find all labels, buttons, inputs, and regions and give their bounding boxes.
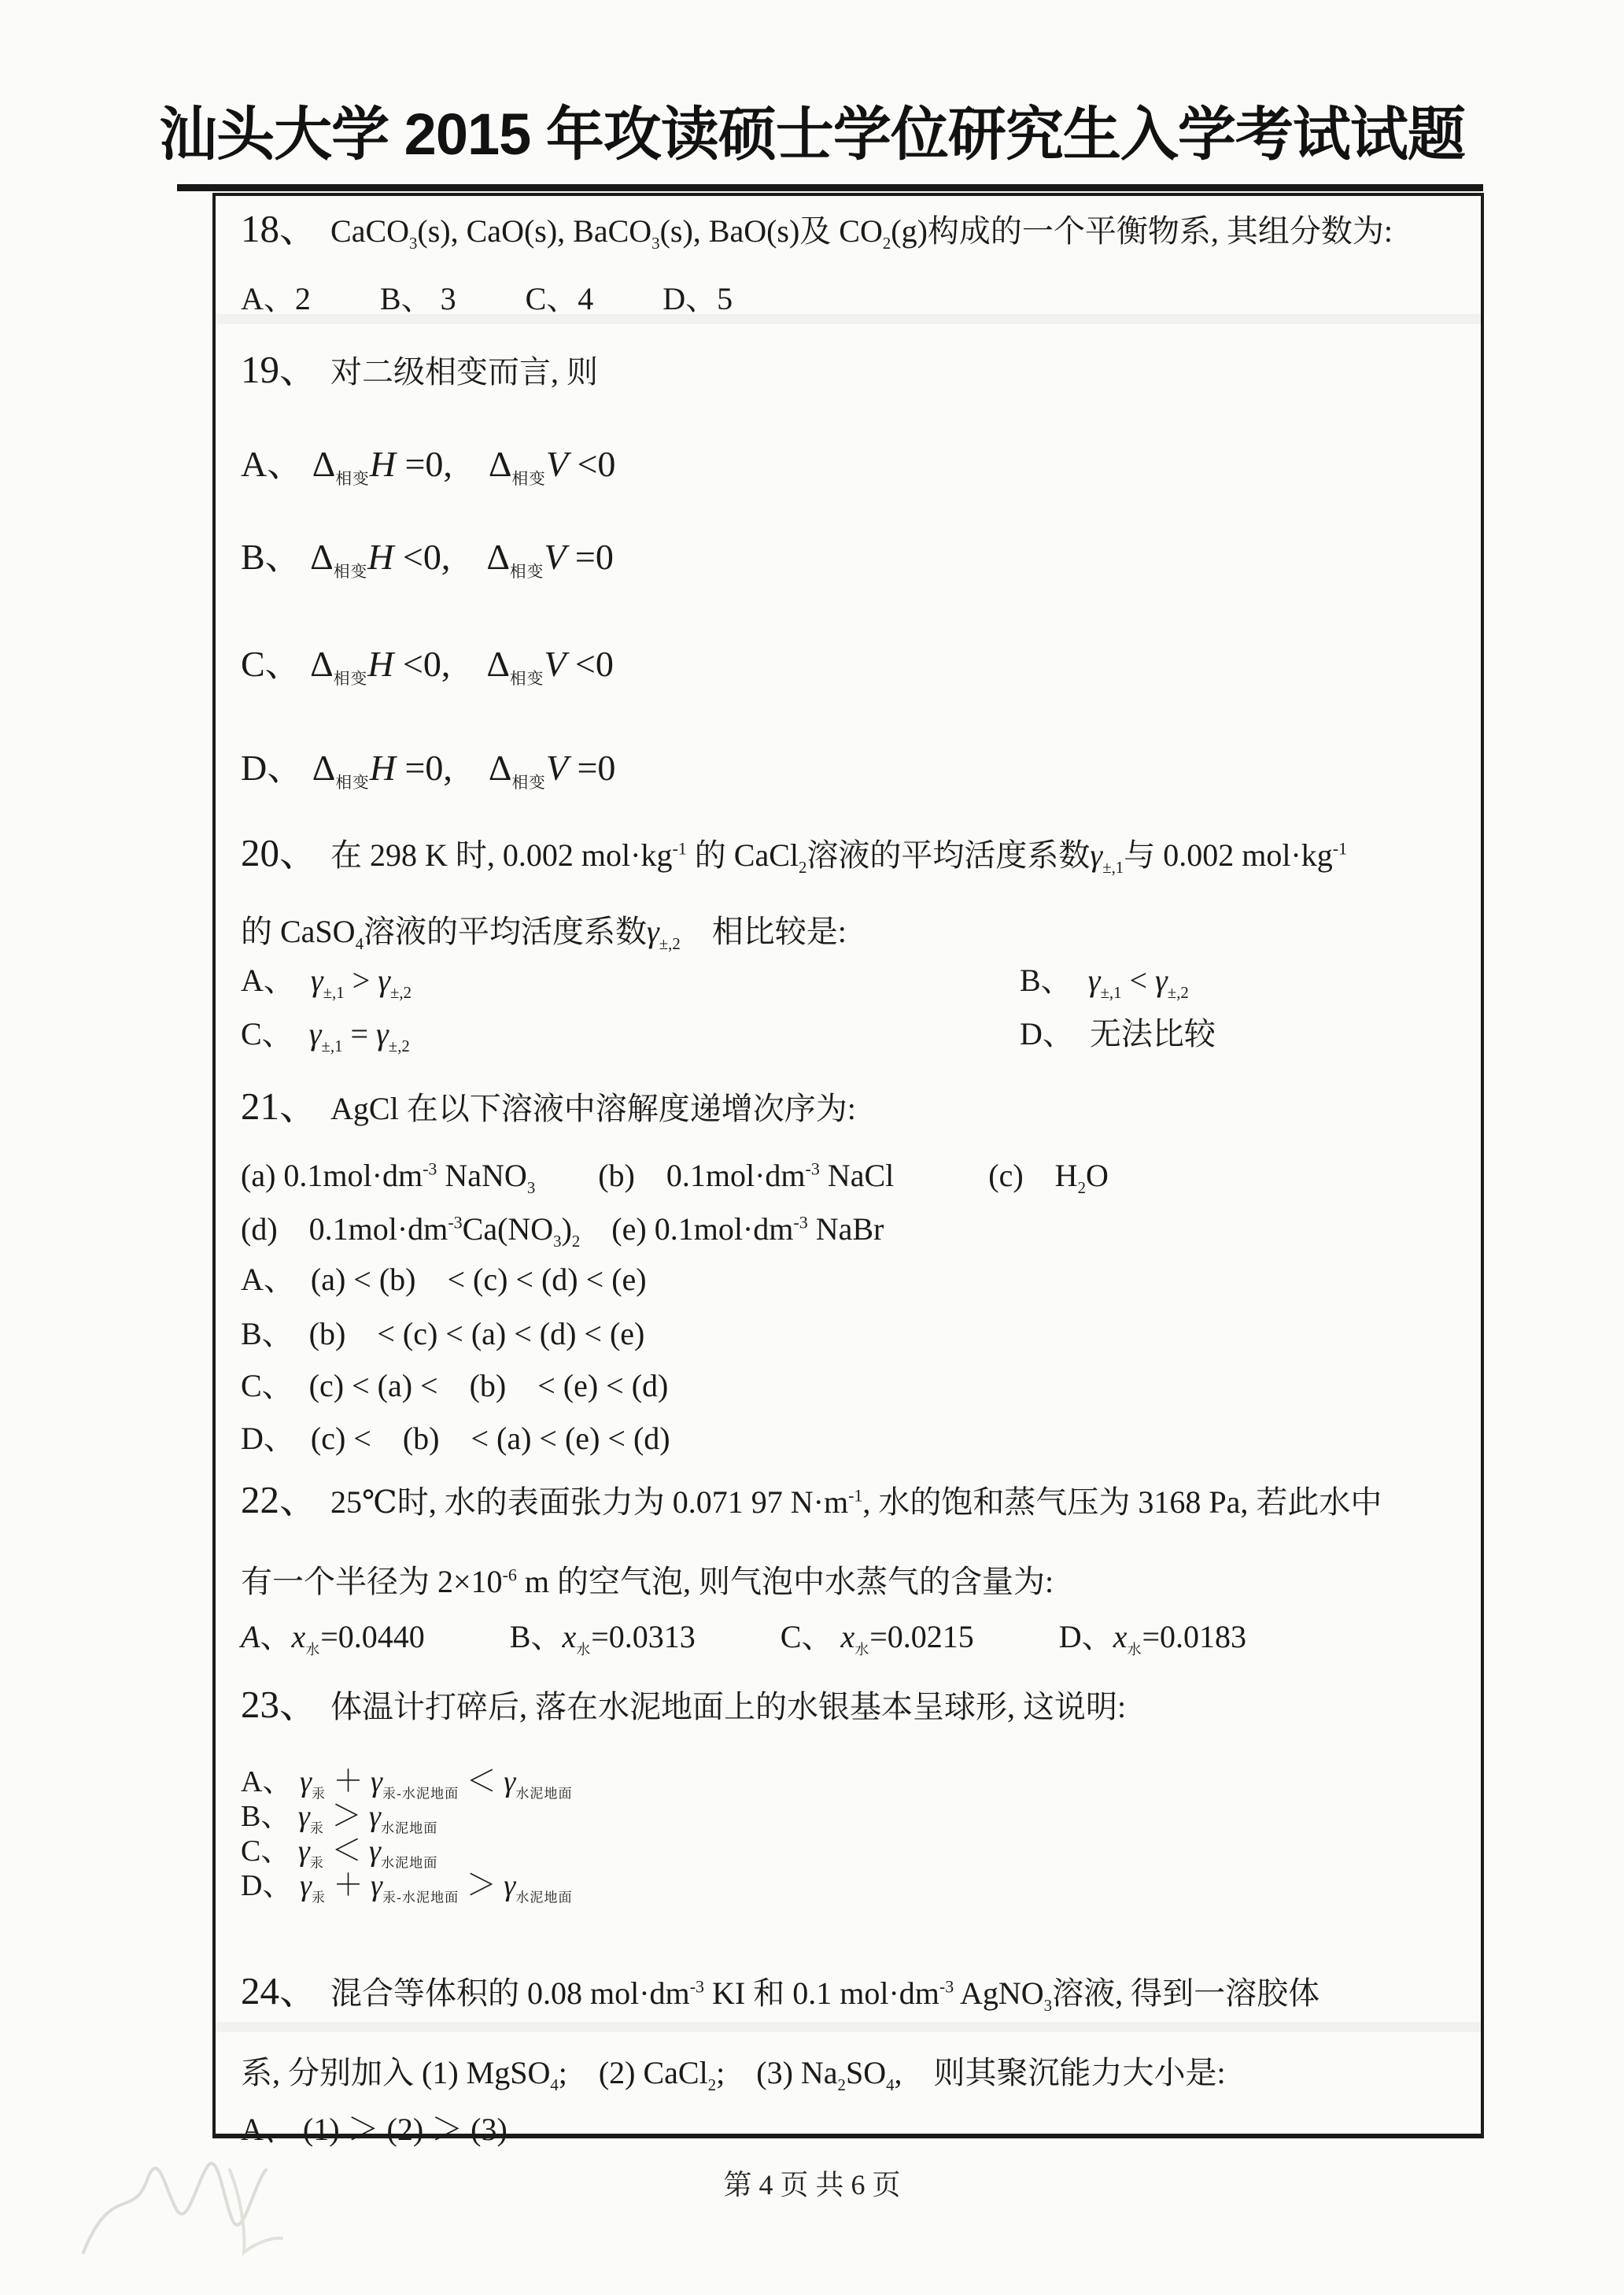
question-22-options: [241, 1617, 1246, 1659]
question-18-stem: [241, 209, 1393, 254]
questions-border-box: [212, 193, 1484, 2147]
question-19-number: 19、: [241, 348, 319, 391]
question-20-stem-line1: [241, 833, 1347, 878]
page-footer: 第 4 页 共 6 页: [723, 2169, 901, 2201]
question-20-stem-line2: 的 CaSO$_4$溶液的平均活度系数$\gamma_{\pm,2}$ 相比较是:: [241, 914, 847, 953]
question-18-options: [241, 279, 733, 319]
question-19-option-c: C、 $\Delta_{相变}H <0$, $\Delta_{相变}V <0$: [241, 644, 614, 689]
question-20-option-d: D、 无法比较: [1020, 1016, 1216, 1051]
question-20-number: 20、: [241, 831, 319, 874]
question-19-stem: [241, 350, 598, 392]
question-23-number: 23、: [241, 1683, 319, 1726]
question-24-stem-text1: 混合等体积的 0.08 $mol\cdot dm^{-3}$ KI 和 0.1 $mol\cdot dm^{-3}$ AgNO$_3$溶液, 得到一溶胶体: [330, 1975, 1320, 2015]
question-18-number: 18、: [241, 207, 319, 250]
question-21-items-line2: (d) $0.1mol\cdot dm^{-3}Ca(NO_3)_2$ (e) $0.1mol\cdot dm^{-3}$ NaBr: [241, 1211, 884, 1251]
question-22-stem-line2: 有一个半径为 $2\times 10^{-6}$ m 的空气泡, 则气泡中水蒸气的含量为:: [241, 1564, 1054, 1599]
question-23-option-b: B、 $\gamma_汞 > \gamma_{水泥地面}$: [241, 1800, 438, 1836]
question-18-option-b: B、 3: [379, 281, 456, 316]
question-20-option-b: B、 $\gamma_{\pm,1} < \gamma_{\pm,2}$: [1020, 963, 1189, 1002]
question-20-stem-text1: 在 298 K 时, 0.002 $mol\cdot kg^{-1}$ 的 CaCl$_2$溶液的平均活度系数$\gamma_{\pm,1}$与 0.002 $mol\cdot kg^{-1}$: [330, 837, 1348, 877]
question-21-option-a: A、 (a) < (b) < (c) < (d) < (e): [241, 1262, 647, 1297]
question-18-option-d: D、5: [663, 281, 733, 316]
question-21-option-b: B、 (b) < (c) < (a) < (d) < (e): [241, 1316, 645, 1351]
page-title: 汕头大学 2015 年攻读硕士学位研究生入学考试试题: [159, 102, 1465, 167]
question-18-option-c: C、4: [525, 281, 594, 316]
question-23-stem: [241, 1685, 1126, 1727]
question-22-number: 22、: [241, 1478, 319, 1521]
question-21-stem: [241, 1087, 856, 1129]
question-24-stem-line1: [241, 1969, 1320, 2016]
question-24-stem-line2: 系, 分别加入 (1) MgSO$_4$; (2) CaCl$_2$; (3) $Na_2SO_4$, 则其聚沉能力大小是:: [241, 2055, 1226, 2094]
question-22-option-c: C、 $x_水=0.0215$: [780, 1619, 974, 1658]
question-22-option-b: B、$x_水=0.0313$: [509, 1619, 696, 1658]
question-23-option-c: C、 $\gamma_汞 < \gamma_{水泥地面}$: [241, 1835, 438, 1871]
question-24-number: 24、: [241, 1969, 319, 2012]
question-21-number: 21、: [241, 1085, 319, 1128]
question-23-stem-text: 体温计打碎后, 落在水泥地面上的水银基本呈球形, 这说明:: [330, 1689, 1127, 1724]
question-21-option-d: D、 (c) < (b) < (a) < (e) < (d): [241, 1421, 670, 1456]
question-19-option-b: B、 $\Delta_{相变}H <0$, $\Delta_{相变}V =0$: [241, 537, 614, 582]
question-19-option-d: D、 $\Delta_{相变}H =0$, $\Delta_{相变}V =0$: [241, 748, 616, 793]
question-21-option-c: C、 (c) < (a) < (b) < (e) < (d): [241, 1368, 669, 1403]
question-19-option-a: A、 $\Delta_{相变}H =0$, $\Delta_{相变}V <0$: [241, 444, 616, 489]
question-23-option-a: A、 $\gamma_汞 + \gamma_{汞-水泥地面} < \gamma_{水泥地面}$: [241, 1765, 573, 1802]
question-19-stem-text: 对二级相变而言, 则: [330, 354, 599, 390]
question-22-option-a: A、$x_水=0.0440$: [241, 1619, 425, 1658]
pencil-scribble: [72, 2134, 340, 2276]
question-24-option-a: A、 (1) ＞ (2) ＞ (3): [241, 2112, 507, 2147]
scan-streak: [216, 2022, 1481, 2032]
question-22-stem-text1: 25℃时, 水的表面张力为 0.071 97 $N\cdot m^{-1}$, 水的饱和蒸气压为 3168 Pa, 若此水中: [330, 1484, 1382, 1520]
question-23-option-d: D、 $\gamma_汞 + \gamma_{汞-水泥地面} > \gamma_{水泥地面}$: [241, 1869, 573, 1905]
question-20-option-a: A、 $\gamma_{\pm,1} > \gamma_{\pm,2}$: [241, 963, 412, 1002]
question-21-items-line1: (a) $0.1mol\cdot dm^{-3}$ NaNO$_3$ (b) $0.1mol\cdot dm^{-3}$ NaCl (c) $H_2O$: [241, 1158, 1109, 1197]
question-22-stem-line1: [241, 1480, 1382, 1522]
question-22-option-d: D、$x_水=0.0183$: [1058, 1619, 1247, 1658]
question-18-stem-text: CaCO$_3$(s), CaO(s), BaCO$_3$(s), BaO(s)及 $CO_2(g)$构成的一个平衡物系, 其组分数为:: [330, 213, 1393, 253]
title-divider: [177, 184, 1483, 191]
question-20-option-c: C、 $\gamma_{\pm,1} = \gamma_{\pm,2}$: [241, 1016, 410, 1055]
question-21-stem-text: AgCl 在以下溶液中溶解度递增次序为:: [330, 1091, 856, 1126]
question-18-option-a: A、2: [241, 281, 311, 316]
